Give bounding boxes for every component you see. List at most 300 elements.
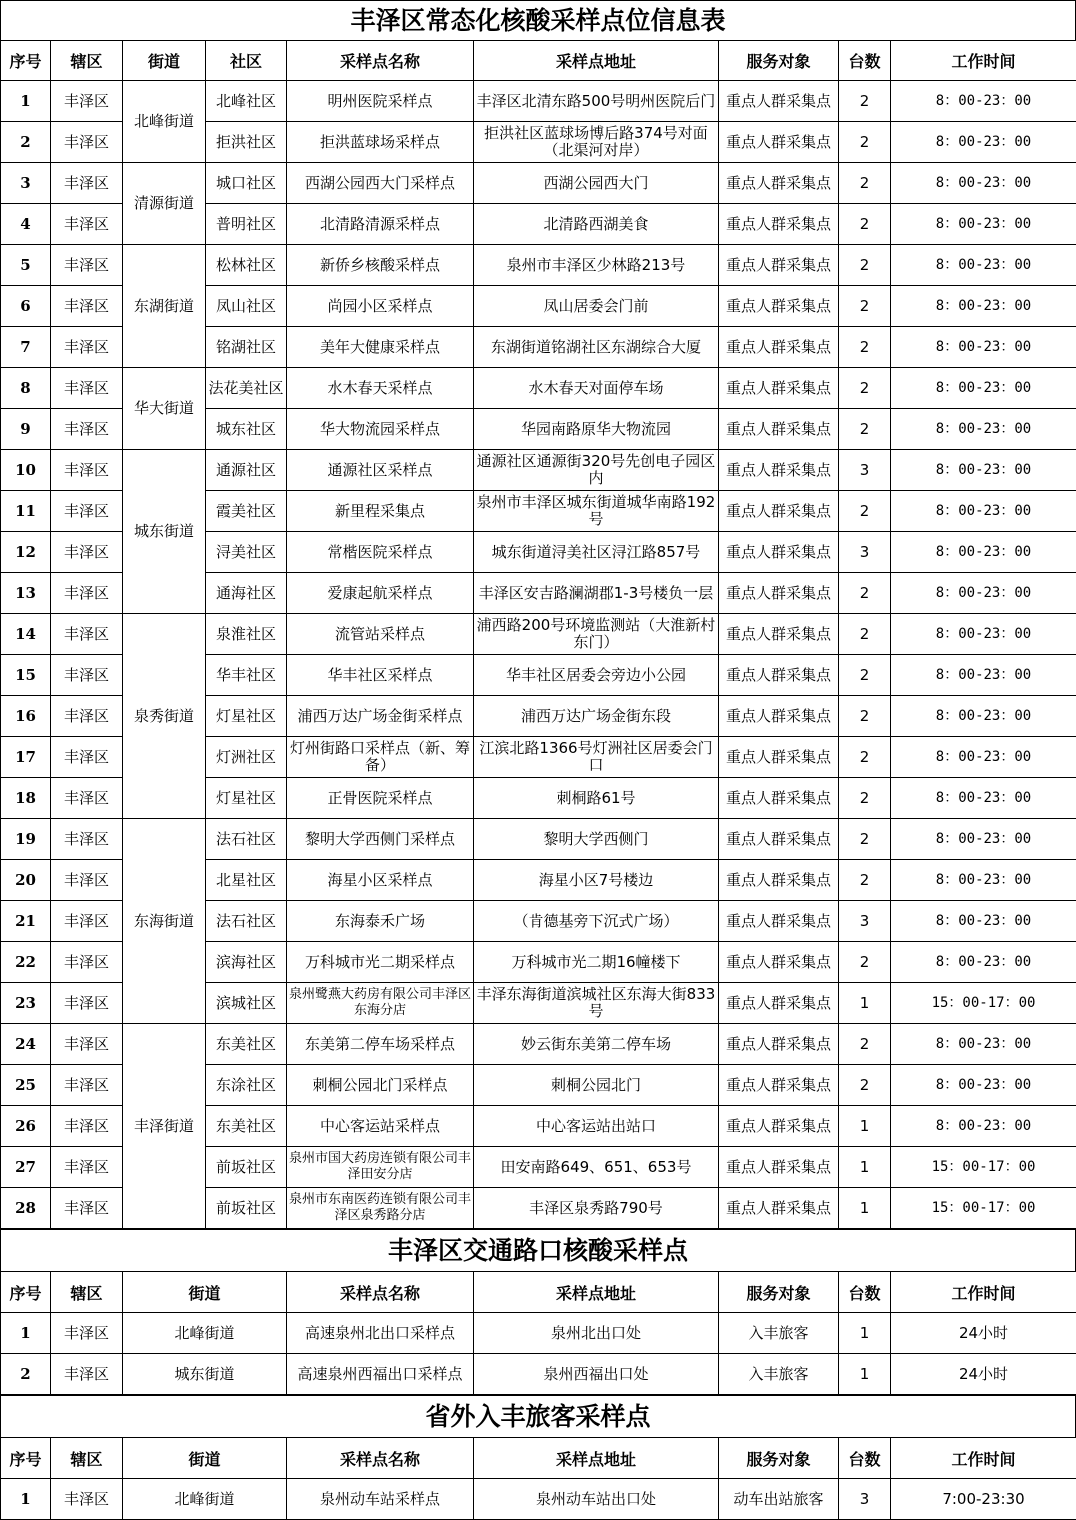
row-target: 重点人群采集点 (719, 81, 839, 122)
row-count: 1 (839, 1188, 891, 1229)
row-community: 北星社区 (206, 860, 287, 901)
row-district: 丰泽区 (51, 1188, 123, 1229)
row-community: 华丰社区 (206, 655, 287, 696)
row-count: 2 (839, 696, 891, 737)
row-address: 泉州市丰泽区少林路213号 (474, 245, 719, 286)
row-district: 丰泽区 (51, 614, 123, 655)
row-count: 3 (839, 532, 891, 573)
row-district: 丰泽区 (51, 450, 123, 491)
row-street: 泉秀街道 (123, 614, 206, 819)
row-address: 西湖公园西大门 (474, 163, 719, 204)
row-target: 重点人群采集点 (719, 409, 839, 450)
row-street: 东湖街道 (123, 245, 206, 368)
row-target: 重点人群采集点 (719, 245, 839, 286)
row-count: 2 (839, 204, 891, 245)
row-target: 重点人群采集点 (719, 327, 839, 368)
row-target: 重点人群采集点 (719, 573, 839, 614)
row-time: 8：00-23：00 (891, 409, 1076, 450)
row-district: 丰泽区 (51, 245, 123, 286)
row-address: 妙云街东美第二停车场 (474, 1024, 719, 1065)
row-address: 华园南路原华大物流园 (474, 409, 719, 450)
row-district: 丰泽区 (51, 1354, 123, 1395)
row-time: 8：00-23：00 (891, 163, 1076, 204)
row-district: 丰泽区 (51, 696, 123, 737)
row-district: 丰泽区 (51, 1024, 123, 1065)
row-time: 8：00-23：00 (891, 450, 1076, 491)
row-target: 入丰旅客 (719, 1313, 839, 1354)
out-of-province-sampling-table (0, 1437, 1076, 1520)
row-site-name: 通源社区采样点 (287, 450, 474, 491)
row-address: 泉州市丰泽区城东街道城华南路192号 (474, 491, 719, 532)
row-target: 重点人群采集点 (719, 532, 839, 573)
row-time: 8：00-23：00 (891, 286, 1076, 327)
row-no: 26 (1, 1106, 51, 1147)
row-community: 霞美社区 (206, 491, 287, 532)
row-address: 泉州西福出口处 (474, 1354, 719, 1395)
row-count: 2 (839, 778, 891, 819)
row-street: 清源街道 (123, 163, 206, 245)
header-name: 采样点名称 (287, 41, 474, 81)
row-time: 8：00-23：00 (891, 81, 1076, 122)
row-site-name: 尚园小区采样点 (287, 286, 474, 327)
row-time: 8：00-23：00 (891, 532, 1076, 573)
row-address: 中心客运站出站口 (474, 1106, 719, 1147)
header-street: 街道 (123, 1272, 287, 1313)
row-no: 13 (1, 573, 51, 614)
header-address: 采样点地址 (474, 41, 719, 81)
row-count: 3 (839, 901, 891, 942)
row-site-name: 常楷医院采样点 (287, 532, 474, 573)
row-community: 灯洲社区 (206, 737, 287, 778)
row-street: 北峰街道 (123, 1313, 287, 1354)
row-time: 8：00-23：00 (891, 778, 1076, 819)
row-site-name: 正骨医院采样点 (287, 778, 474, 819)
row-no: 11 (1, 491, 51, 532)
row-target: 重点人群采集点 (719, 122, 839, 163)
row-community: 普明社区 (206, 204, 287, 245)
row-no: 21 (1, 901, 51, 942)
row-no: 1 (1, 81, 51, 122)
header-district: 辖区 (51, 1272, 123, 1313)
row-count: 2 (839, 327, 891, 368)
table-row (1, 614, 1076, 655)
row-site-name: 泉州鹭燕大药房有限公司丰泽区东海分店 (287, 983, 474, 1024)
row-community: 通源社区 (206, 450, 287, 491)
row-site-name: 新里程采集点 (287, 491, 474, 532)
row-site-name: 东海泰禾广场 (287, 901, 474, 942)
row-no: 28 (1, 1188, 51, 1229)
row-site-name: 高速泉州西福出口采样点 (287, 1354, 474, 1395)
row-time: 8：00-23：00 (891, 860, 1076, 901)
row-street: 北峰街道 (123, 1479, 287, 1520)
row-time: 15：00-17：00 (891, 1188, 1076, 1229)
row-site-name: 泉州动车站采样点 (287, 1479, 474, 1520)
row-target: 重点人群采集点 (719, 942, 839, 983)
row-address: 城东街道浔美社区浔江路857号 (474, 532, 719, 573)
row-site-name: 流管站采样点 (287, 614, 474, 655)
row-no: 7 (1, 327, 51, 368)
row-address: 拒洪社区蓝球场博后路374号对面（北渠河对岸） (474, 122, 719, 163)
row-no: 9 (1, 409, 51, 450)
table-row (1, 81, 1076, 122)
row-address: 江滨北路1366号灯洲社区居委会门口 (474, 737, 719, 778)
row-address: 东湖街道铭湖社区东湖综合大厦 (474, 327, 719, 368)
header-district: 辖区 (51, 41, 123, 81)
row-time: 8：00-23：00 (891, 1024, 1076, 1065)
row-site-name: 华丰社区采样点 (287, 655, 474, 696)
row-time: 8：00-23：00 (891, 327, 1076, 368)
header-no: 序号 (1, 41, 51, 81)
row-no: 5 (1, 245, 51, 286)
row-time: 15：00-17：00 (891, 983, 1076, 1024)
row-district: 丰泽区 (51, 286, 123, 327)
row-site-name: 泉州市国大药房连锁有限公司丰泽田安分店 (287, 1147, 474, 1188)
row-count: 2 (839, 1065, 891, 1106)
row-no: 23 (1, 983, 51, 1024)
row-community: 凤山社区 (206, 286, 287, 327)
row-site-name: 北清路清源采样点 (287, 204, 474, 245)
row-time: 15：00-17：00 (891, 1147, 1076, 1188)
row-community: 城东社区 (206, 409, 287, 450)
row-count: 2 (839, 737, 891, 778)
row-no: 27 (1, 1147, 51, 1188)
row-count: 2 (839, 655, 891, 696)
row-community: 前坂社区 (206, 1188, 287, 1229)
header-no: 序号 (1, 1438, 51, 1479)
row-no: 18 (1, 778, 51, 819)
row-address: 泉州动车站出口处 (474, 1479, 719, 1520)
row-address: 北清路西湖美食 (474, 204, 719, 245)
row-community: 拒洪社区 (206, 122, 287, 163)
header-time: 工作时间 (891, 41, 1076, 81)
row-time: 24小时 (891, 1354, 1076, 1395)
row-no: 1 (1, 1479, 51, 1520)
row-address: 通源社区通源街320号先创电子园区内 (474, 450, 719, 491)
row-count: 1 (839, 1313, 891, 1354)
row-street: 北峰街道 (123, 81, 206, 163)
row-target: 入丰旅客 (719, 1354, 839, 1395)
row-address: 丰泽区泉秀路790号 (474, 1188, 719, 1229)
row-time: 8：00-23：00 (891, 942, 1076, 983)
row-community: 通海社区 (206, 573, 287, 614)
row-site-name: 海星小区采样点 (287, 860, 474, 901)
row-count: 2 (839, 573, 891, 614)
row-time: 8：00-23：00 (891, 368, 1076, 409)
row-community: 灯星社区 (206, 696, 287, 737)
header-district: 辖区 (51, 1438, 123, 1479)
row-count: 2 (839, 286, 891, 327)
row-time: 8：00-23：00 (891, 245, 1076, 286)
table-row (1, 368, 1076, 409)
row-site-name: 灯州街路口采样点（新、筹备） (287, 737, 474, 778)
row-district: 丰泽区 (51, 409, 123, 450)
row-district: 丰泽区 (51, 1065, 123, 1106)
row-count: 2 (839, 860, 891, 901)
row-target: 重点人群采集点 (719, 1024, 839, 1065)
row-target: 重点人群采集点 (719, 286, 839, 327)
row-community: 铭湖社区 (206, 327, 287, 368)
row-street: 丰泽街道 (123, 1024, 206, 1229)
row-district: 丰泽区 (51, 204, 123, 245)
row-target: 重点人群采集点 (719, 491, 839, 532)
row-count: 3 (839, 1479, 891, 1520)
row-time: 8：00-23：00 (891, 204, 1076, 245)
row-target: 重点人群采集点 (719, 163, 839, 204)
row-district: 丰泽区 (51, 1147, 123, 1188)
header-community: 社区 (206, 41, 287, 81)
row-count: 1 (839, 1106, 891, 1147)
row-district: 丰泽区 (51, 122, 123, 163)
header-target: 服务对象 (719, 41, 839, 81)
row-address: 刺桐公园北门 (474, 1065, 719, 1106)
sampling-points-table (0, 40, 1076, 1229)
row-no: 1 (1, 1313, 51, 1354)
row-address: 丰泽区北清东路500号明州医院后门 (474, 81, 719, 122)
row-community: 泉淮社区 (206, 614, 287, 655)
row-community: 法石社区 (206, 819, 287, 860)
row-target: 重点人群采集点 (719, 1065, 839, 1106)
row-count: 1 (839, 983, 891, 1024)
row-target: 重点人群采集点 (719, 778, 839, 819)
row-address: 丰泽区安吉路澜湖郡1-3号楼负一层 (474, 573, 719, 614)
row-community: 城口社区 (206, 163, 287, 204)
row-address: 浦西万达广场金街东段 (474, 696, 719, 737)
row-site-name: 西湖公园西大门采样点 (287, 163, 474, 204)
row-count: 2 (839, 1024, 891, 1065)
row-address: 万科城市光二期16幢楼下 (474, 942, 719, 983)
row-no: 10 (1, 450, 51, 491)
row-site-name: 华大物流园采样点 (287, 409, 474, 450)
header-name: 采样点名称 (287, 1438, 474, 1479)
row-time: 8：00-23：00 (891, 614, 1076, 655)
table-row (1, 450, 1076, 491)
row-site-name: 美年大健康采样点 (287, 327, 474, 368)
header-target: 服务对象 (719, 1272, 839, 1313)
row-address: 丰泽东海街道滨城社区东海大街833号 (474, 983, 719, 1024)
row-community: 法石社区 (206, 901, 287, 942)
row-time: 8：00-23：00 (891, 819, 1076, 860)
row-site-name: 拒洪蓝球场采样点 (287, 122, 474, 163)
row-district: 丰泽区 (51, 1479, 123, 1520)
table-row (1, 1313, 1076, 1354)
row-count: 2 (839, 245, 891, 286)
table-row (1, 1479, 1076, 1520)
row-target: 重点人群采集点 (719, 655, 839, 696)
row-no: 19 (1, 819, 51, 860)
row-target: 重点人群采集点 (719, 737, 839, 778)
header-no: 序号 (1, 1272, 51, 1313)
row-target: 重点人群采集点 (719, 1147, 839, 1188)
row-district: 丰泽区 (51, 163, 123, 204)
header-count: 台数 (839, 1272, 891, 1313)
header-street: 街道 (123, 41, 206, 81)
row-site-name: 明州医院采样点 (287, 81, 474, 122)
row-community: 灯星社区 (206, 778, 287, 819)
row-site-name: 爱康起航采样点 (287, 573, 474, 614)
row-address: 泉州北出口处 (474, 1313, 719, 1354)
row-no: 24 (1, 1024, 51, 1065)
table-row (1, 1024, 1076, 1065)
row-community: 浔美社区 (206, 532, 287, 573)
header-count: 台数 (839, 1438, 891, 1479)
row-no: 22 (1, 942, 51, 983)
row-community: 滨海社区 (206, 942, 287, 983)
table-row (1, 1354, 1076, 1395)
row-count: 2 (839, 163, 891, 204)
row-no: 17 (1, 737, 51, 778)
row-target: 重点人群采集点 (719, 696, 839, 737)
row-time: 7:00-23:30 (891, 1479, 1076, 1520)
row-district: 丰泽区 (51, 860, 123, 901)
row-target: 动车出站旅客 (719, 1479, 839, 1520)
row-district: 丰泽区 (51, 819, 123, 860)
row-district: 丰泽区 (51, 778, 123, 819)
row-count: 2 (839, 942, 891, 983)
row-district: 丰泽区 (51, 901, 123, 942)
row-target: 重点人群采集点 (719, 368, 839, 409)
row-target: 重点人群采集点 (719, 819, 839, 860)
traffic-sampling-table (0, 1271, 1076, 1395)
row-site-name: 东美第二停车场采样点 (287, 1024, 474, 1065)
row-count: 1 (839, 1147, 891, 1188)
header-name: 采样点名称 (287, 1272, 474, 1313)
row-community: 前坂社区 (206, 1147, 287, 1188)
row-target: 重点人群采集点 (719, 901, 839, 942)
row-target: 重点人群采集点 (719, 1106, 839, 1147)
table3-header-row (1, 1438, 1076, 1479)
row-time: 8：00-23：00 (891, 573, 1076, 614)
row-count: 2 (839, 81, 891, 122)
row-no: 8 (1, 368, 51, 409)
table-row (1, 163, 1076, 204)
row-no: 16 (1, 696, 51, 737)
row-count: 2 (839, 614, 891, 655)
row-count: 2 (839, 491, 891, 532)
row-site-name: 高速泉州北出口采样点 (287, 1313, 474, 1354)
row-site-name: 黎明大学西侧门采样点 (287, 819, 474, 860)
row-target: 重点人群采集点 (719, 860, 839, 901)
row-time: 24小时 (891, 1313, 1076, 1354)
header-target: 服务对象 (719, 1438, 839, 1479)
row-street: 东海街道 (123, 819, 206, 1024)
row-time: 8：00-23：00 (891, 122, 1076, 163)
row-community: 东美社区 (206, 1106, 287, 1147)
row-address: 凤山居委会门前 (474, 286, 719, 327)
row-site-name: 中心客运站采样点 (287, 1106, 474, 1147)
row-street: 城东街道 (123, 1354, 287, 1395)
row-count: 2 (839, 122, 891, 163)
row-site-name: 新侨乡核酸采样点 (287, 245, 474, 286)
header-address: 采样点地址 (474, 1438, 719, 1479)
table1-title: 丰泽区常态化核酸采样点位信息表 (0, 0, 1076, 40)
row-district: 丰泽区 (51, 983, 123, 1024)
row-time: 8：00-23：00 (891, 1106, 1076, 1147)
header-time: 工作时间 (891, 1272, 1076, 1313)
row-community: 北峰社区 (206, 81, 287, 122)
row-no: 6 (1, 286, 51, 327)
row-count: 2 (839, 368, 891, 409)
row-time: 8：00-23：00 (891, 655, 1076, 696)
row-target: 重点人群采集点 (719, 983, 839, 1024)
table1-header-row (1, 41, 1076, 81)
row-address: 浦西路200号环境监测站（大淮新村东门） (474, 614, 719, 655)
row-district: 丰泽区 (51, 1106, 123, 1147)
row-district: 丰泽区 (51, 81, 123, 122)
row-community: 东涂社区 (206, 1065, 287, 1106)
row-no: 2 (1, 1354, 51, 1395)
row-street: 华大街道 (123, 368, 206, 450)
table2-header-row (1, 1272, 1076, 1313)
row-district: 丰泽区 (51, 942, 123, 983)
row-time: 8：00-23：00 (891, 696, 1076, 737)
row-district: 丰泽区 (51, 368, 123, 409)
row-count: 2 (839, 819, 891, 860)
row-district: 丰泽区 (51, 737, 123, 778)
row-target: 重点人群采集点 (719, 450, 839, 491)
row-address: 华丰社区居委会旁边小公园 (474, 655, 719, 696)
row-district: 丰泽区 (51, 327, 123, 368)
row-count: 1 (839, 1354, 891, 1395)
row-district: 丰泽区 (51, 573, 123, 614)
table3-title: 省外入丰旅客采样点 (0, 1395, 1076, 1437)
row-community: 松林社区 (206, 245, 287, 286)
row-community: 滨城社区 (206, 983, 287, 1024)
row-site-name: 万科城市光二期采样点 (287, 942, 474, 983)
row-district: 丰泽区 (51, 655, 123, 696)
row-address: 黎明大学西侧门 (474, 819, 719, 860)
row-time: 8：00-23：00 (891, 901, 1076, 942)
row-district: 丰泽区 (51, 1313, 123, 1354)
row-no: 25 (1, 1065, 51, 1106)
row-target: 重点人群采集点 (719, 614, 839, 655)
row-time: 8：00-23：00 (891, 737, 1076, 778)
row-count: 3 (839, 450, 891, 491)
row-no: 2 (1, 122, 51, 163)
row-no: 3 (1, 163, 51, 204)
row-district: 丰泽区 (51, 532, 123, 573)
row-no: 20 (1, 860, 51, 901)
row-target: 重点人群采集点 (719, 204, 839, 245)
row-district: 丰泽区 (51, 491, 123, 532)
row-site-name: 泉州市东南医药连锁有限公司丰泽区泉秀路分店 (287, 1188, 474, 1229)
row-no: 12 (1, 532, 51, 573)
row-count: 2 (839, 409, 891, 450)
row-time: 8：00-23：00 (891, 491, 1076, 532)
row-site-name: 水木春天采样点 (287, 368, 474, 409)
row-address: 田安南路649、651、653号 (474, 1147, 719, 1188)
table-row (1, 245, 1076, 286)
row-community: 法花美社区 (206, 368, 287, 409)
header-time: 工作时间 (891, 1438, 1076, 1479)
row-address: 海星小区7号楼边 (474, 860, 719, 901)
table-row (1, 819, 1076, 860)
row-site-name: 刺桐公园北门采样点 (287, 1065, 474, 1106)
row-street: 城东街道 (123, 450, 206, 614)
row-address: （肯德基旁下沉式广场） (474, 901, 719, 942)
row-address: 刺桐路61号 (474, 778, 719, 819)
row-no: 14 (1, 614, 51, 655)
header-address: 采样点地址 (474, 1272, 719, 1313)
row-address: 水木春天对面停车场 (474, 368, 719, 409)
row-no: 15 (1, 655, 51, 696)
table2-title: 丰泽区交通路口核酸采样点 (0, 1229, 1076, 1271)
header-count: 台数 (839, 41, 891, 81)
row-target: 重点人群采集点 (719, 1188, 839, 1229)
row-community: 东美社区 (206, 1024, 287, 1065)
row-time: 8：00-23：00 (891, 1065, 1076, 1106)
row-site-name: 浦西万达广场金街采样点 (287, 696, 474, 737)
row-no: 4 (1, 204, 51, 245)
